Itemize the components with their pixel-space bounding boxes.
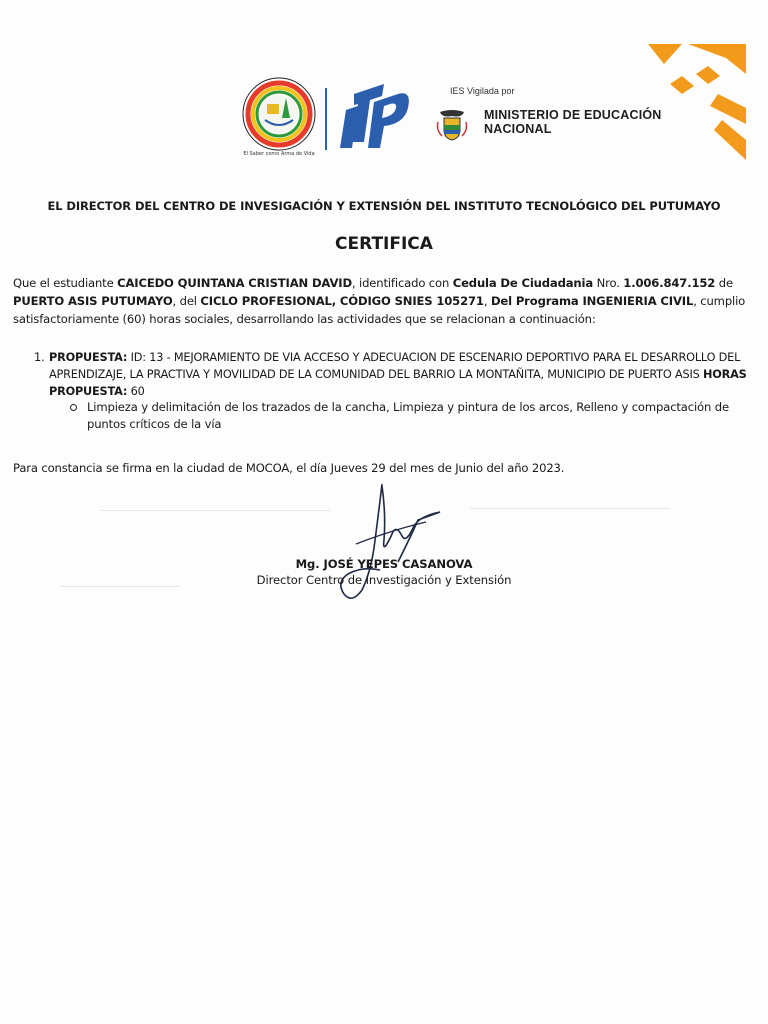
- colombia-coat-of-arms-icon: [436, 108, 468, 142]
- intro-text: , identificado con: [351, 276, 453, 290]
- closing-statement: Para constancia se firma en la ciudad de MOCOA, el día Jueves 29 del mes de Junio del año 2023.: [13, 461, 565, 475]
- ministry-name: [484, 108, 662, 136]
- scan-artifact: [60, 586, 180, 587]
- ministry-line-2: NACIONAL: [484, 122, 552, 136]
- activity-text: Limpieza y delimitación de los trazados de la cancha, Limpieza y pintura de los arcos, Relleno y compactación de puntos críticos de la vía: [87, 400, 729, 431]
- item-number: 1.: [34, 351, 45, 364]
- proposal-item: [34, 349, 754, 400]
- proposal-label: PROPUESTA:: [49, 351, 128, 364]
- itp-logo: [340, 84, 410, 150]
- student-origin: PUERTO ASIS PUTUMAYO: [13, 294, 173, 308]
- intro-text: Que el estudiante: [13, 276, 118, 290]
- corner-decoration: [648, 44, 748, 160]
- proposal-description: ID: 13 - MEJORAMIENTO DE VIA ACCESO Y ADECUACION DE ESCENARIO DEPORTIVO PARA EL DESARROLLO DEL APRENDIZAJE, LA PRACTIVA Y MOVILIDAD DE LA COMUNIDAD DEL BARRIO LA MONTAÑITA, MUNICIPIO DE PUERTO ASIS: [49, 351, 741, 381]
- intro-text: ,: [483, 294, 491, 308]
- institute-seal-logo: [238, 74, 320, 160]
- scan-artifact: [470, 508, 670, 509]
- signer-block: [0, 556, 768, 588]
- scan-artifact: [100, 510, 330, 511]
- hollow-bullet-icon: [70, 404, 77, 411]
- hours-value: 60: [127, 385, 145, 398]
- hours-label: HORAS PROPUESTA:: [49, 368, 747, 398]
- ies-label: IES Vigilada por: [450, 86, 515, 96]
- ministry-line-1: MINISTERIO DE EDUCACIÓN: [484, 108, 662, 122]
- program-name: Del Programa INGENIERIA CIVIL: [490, 294, 694, 308]
- intro-text: , cumplio satisfactoriamente (60) horas sociales, desarrollando las actividades que se relacionan a continuación:: [13, 294, 746, 326]
- intro-text: Nro.: [593, 276, 624, 290]
- signer-role: Director Centro de Investigación y Extensión: [256, 573, 512, 587]
- header-divider: [325, 88, 327, 150]
- document-title: CERTIFICA: [335, 234, 433, 254]
- academic-cycle: CICLO PROFESIONAL, CÓDIGO SNIES 105271: [200, 294, 484, 308]
- document-type: Cedula De Ciudadania: [452, 276, 594, 290]
- director-heading: EL DIRECTOR DEL CENTRO DE INVESIGACIÓN Y EXTENSIÓN DEL INSTITUTO TECNOLÓGICO DEL PUTUMAYO: [47, 199, 721, 213]
- document-number: 1.006.847.152: [623, 276, 716, 290]
- activity-list-item: [70, 399, 760, 433]
- seal-motto: El Saber como Arma de Vida: [243, 151, 315, 157]
- intro-paragraph: [13, 274, 753, 328]
- signer-name: Mg. JOSÉ YEPES CASANOVA: [295, 557, 473, 571]
- student-name: CAICEDO QUINTANA CRISTIAN DAVID: [117, 276, 352, 290]
- intro-text: , del: [172, 294, 201, 308]
- intro-text: de: [715, 276, 733, 290]
